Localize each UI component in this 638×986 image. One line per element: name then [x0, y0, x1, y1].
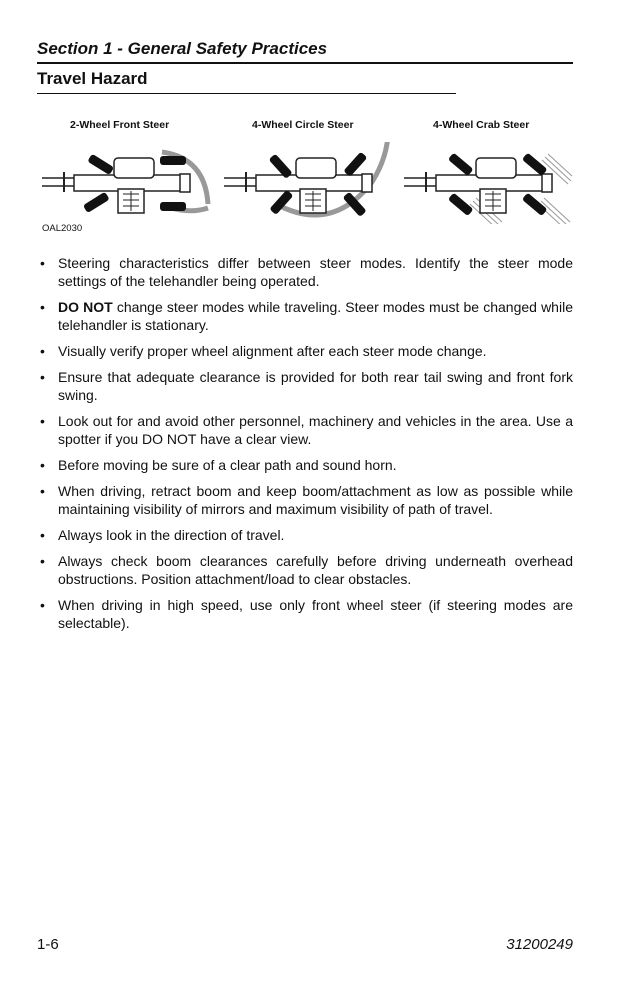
section-title: Section 1 - General Safety Practices [37, 38, 573, 64]
label-4-wheel-circle-steer: 4-Wheel Circle Steer [252, 119, 354, 131]
document-number: 31200249 [506, 936, 573, 953]
bullet-item: • When driving in high speed, use only front wheel steer (if steering modes are selectable). [37, 596, 573, 632]
label-4-wheel-crab-steer: 4-Wheel Crab Steer [433, 119, 530, 131]
label-2-wheel-front-steer: 2-Wheel Front Steer [70, 119, 170, 131]
crab-steer-diagram [402, 142, 574, 224]
bullet-item: • Look out for and avoid other personnel, machinery and vehicles in the area. Use a spotter if you DO NOT have a clear view. [37, 412, 573, 448]
steer-modes-figure [34, 112, 574, 242]
bullet-item: • DO NOT change steer modes while traveling. Steer modes must be changed while telehandler is stationary. [37, 298, 573, 334]
front-steer-diagram [40, 142, 215, 224]
bullet-item: • Steering characteristics differ between steer modes. Identify the steer mode settings of the telehandler being operated. [37, 254, 573, 290]
safety-bullet-list [37, 254, 573, 640]
figure-id: OAL2030 [42, 223, 83, 234]
bullet-item: • Always look in the direction of travel. [37, 526, 573, 544]
bullet-item: • Before moving be sure of a clear path and sound horn. [37, 456, 573, 474]
page-heading: Travel Hazard [37, 68, 456, 94]
circle-steer-diagram [222, 142, 402, 224]
page-number: 1-6 [37, 936, 59, 953]
bullet-item: • Always check boom clearances carefully before driving underneath overhead obstructions. Position attachment/load to clear obstacles. [37, 552, 573, 588]
bullet-item: • Visually verify proper wheel alignment after each steer mode change. [37, 342, 573, 360]
bullet-item: • Ensure that adequate clearance is provided for both rear tail swing and front fork swing. [37, 368, 573, 404]
bullet-item: • When driving, retract boom and keep boom/attachment as low as possible while maintaining visibility of mirrors and maximum visibility of path of travel. [37, 482, 573, 518]
